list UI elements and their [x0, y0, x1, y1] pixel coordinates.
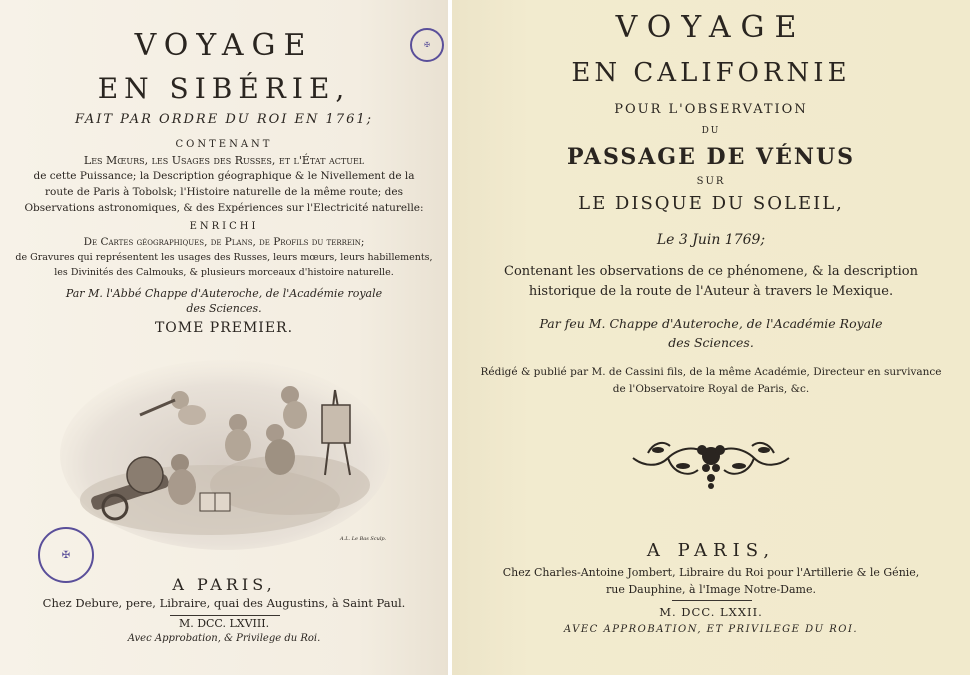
right-line-passage: PASSAGE DE VÉNUS: [566, 144, 856, 170]
left-title-siberie: EN SIBÉRIE,: [97, 72, 351, 105]
left-author-line-2: des Sciences.: [186, 302, 262, 315]
right-title-californie: EN CALIFORNIE: [571, 58, 851, 88]
right-editor-line-2: de l'Observatoire Royal de Paris, &c.: [612, 383, 810, 395]
left-title-voyage: VOYAGE: [134, 28, 314, 63]
right-author-line-2: des Sciences.: [668, 335, 754, 350]
left-year: M. DCC. LXVIII.: [178, 617, 270, 630]
right-divider-rule: [672, 600, 752, 601]
right-privilege: AVEC APPROBATION, ET PRIVILEGE DU ROI.: [563, 624, 859, 635]
right-line-observation: POUR L'OBSERVATION: [614, 102, 808, 117]
right-place: A PARIS,: [646, 540, 776, 561]
left-contents-line-1: Les Mœurs, les Usages des Russes, et l'État actuel: [83, 154, 365, 167]
left-contents-line-3: route de Paris à Tobolsk; l'Histoire naturelle de la même route; des: [44, 186, 403, 198]
left-contenant: CONTENANT: [175, 139, 273, 150]
left-title-page: [0, 0, 448, 675]
right-date: Le 3 Juin 1769;: [656, 232, 766, 248]
right-year: M. DCC. LXXII.: [659, 605, 763, 619]
engraver-signature: A.L. Le Bas Sculp.: [340, 536, 387, 542]
left-contents-line-4: Observations astronomiques, & des Expériences sur l'Electricité naturelle:: [24, 202, 424, 214]
right-line-sur: SUR: [696, 176, 726, 187]
right-author-line-1: Par feu M. Chappe d'Auteroche, de l'Académie Royale: [539, 316, 883, 331]
right-line-disque: LE DISQUE DU SOLEIL,: [578, 193, 844, 214]
left-publisher: Chez Debure, pere, Libraire, quai des Augustins, à Saint Paul.: [42, 596, 406, 610]
fleuron-ornament: [628, 428, 794, 492]
right-editor-line-1: Rédigé & publié par M. de Cassini fils, de la même Académie, Directeur en survivance: [480, 366, 942, 378]
right-publisher-line-2: rue Dauphine, à l'Image Notre-Dame.: [606, 583, 816, 596]
left-enrichi-line-2: de Gravures qui représentent les usages des Russes, leurs mœurs, leurs habillements,: [15, 252, 433, 263]
frontispiece-engraving: [60, 335, 390, 550]
left-enrichi-line-3: les Divinités des Calmouks, & plusieurs morceaux d'histoire naturelle.: [54, 267, 394, 278]
right-contents-line-1: Contenant les observations de ce phénomene, & la description: [504, 264, 918, 279]
left-enrichi: ENRICHI: [189, 221, 259, 232]
right-title-page: [452, 0, 970, 675]
left-contents-line-2: de cette Puissance; la Description géographique & le Nivellement de la: [33, 170, 415, 182]
left-divider-rule: [170, 615, 280, 616]
left-privilege: Avec Approbation, & Privilege du Roi.: [127, 633, 321, 644]
right-contents-line-2: historique de la route de l'Auteur à travers le Mexique.: [528, 284, 894, 299]
right-publisher-line-1: Chez Charles-Antoine Jombert, Libraire du Roi pour l'Artillerie & le Génie,: [502, 566, 920, 579]
library-stamp-top: ✠: [410, 28, 444, 62]
left-enrichi-line-1: De Cartes géographiques, de Plans, de Profils du terrein;: [83, 236, 365, 248]
right-title-voyage: VOYAGE: [615, 10, 807, 45]
library-stamp-bottom: ✠: [38, 527, 94, 583]
left-subtitle: FAIT PAR ORDRE DU ROI EN 1761;: [74, 112, 374, 127]
left-place: A PARIS,: [172, 575, 276, 594]
left-tome: TOME PREMIER.: [154, 320, 294, 336]
left-author-line-1: Par M. l'Abbé Chappe d'Auteroche, de l'Académie royale: [65, 287, 383, 300]
right-line-du: DU: [701, 126, 721, 136]
